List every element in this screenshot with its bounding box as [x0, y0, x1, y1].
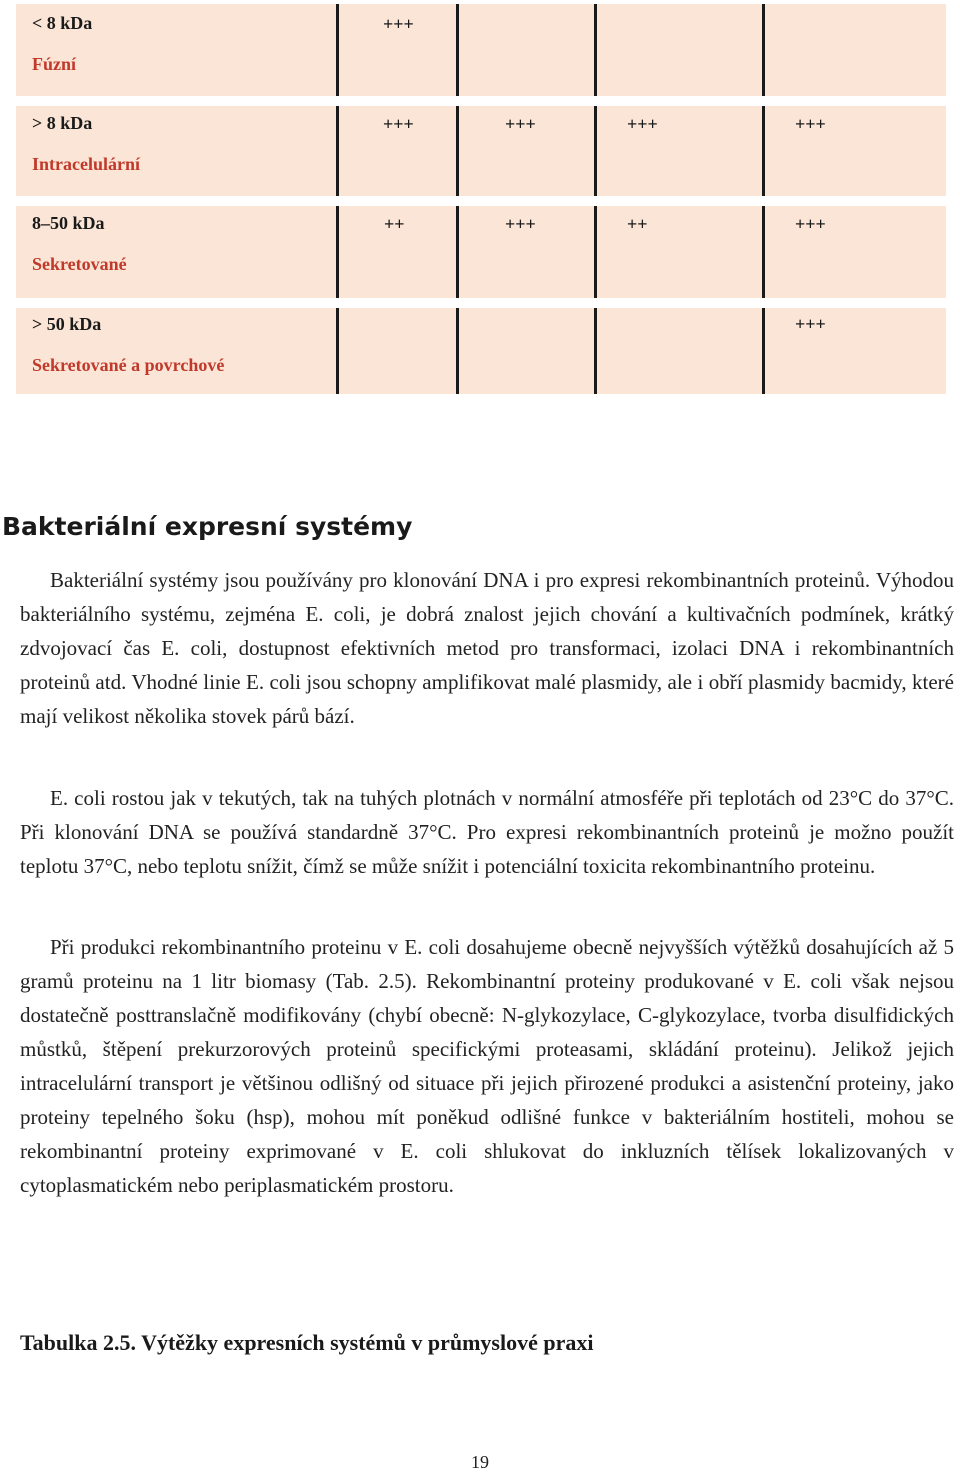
row-size-label: < 8 kDa [32, 13, 93, 33]
table-cell: ++ [384, 214, 405, 234]
table-caption: Tabulka 2.5. Výtěžky expresních systémů v průmyslové praxi [20, 1330, 594, 1355]
row-type-label: Intracelulární [32, 154, 140, 174]
row-type-label: Sekretované a povrchové [32, 355, 225, 375]
table-cell: +++ [383, 14, 414, 34]
body-paragraph: E. coli rostou jak v tekutých, tak na tuhých plotnách v normální atmosféře při teplotách od 23°C do 37°C. Při klonování DNA se používá standardně 37°C. Pro expresi rekombinantních proteinů je možno použít teplotu 37°C, nebo teplotu snížit, čímž se může snížit i potenciální toxicita rekombinantního proteinu. [20, 786, 954, 878]
table-cell: +++ [505, 114, 536, 134]
row-separator [16, 298, 946, 308]
row-separator [16, 196, 946, 206]
row-size-label: > 50 kDa [32, 314, 102, 334]
table-cell: +++ [505, 214, 536, 234]
section-heading: Bakteriální expresní systémy [2, 512, 413, 541]
row-separator [16, 96, 946, 106]
table-cell: +++ [795, 214, 826, 234]
row-size-label: > 8 kDa [32, 113, 93, 133]
table-cell: +++ [795, 314, 826, 334]
table-cell: +++ [795, 114, 826, 134]
body-paragraph: Bakteriální systémy jsou používány pro klonování DNA i pro expresi rekombinantních proteinů. Výhodou bakteriálního systému, zejména E. coli, je dobrá znalost jejich chování a kultivačních podmínek, krátký zdvojovací čas E. coli, dostupnost efektivních metod pro transformaci, izolaci DNA i rekombinantních proteinů atd. Vhodné linie E. coli jsou schopny amplifikovat malé plasmidy, ale i obří plasmidy bacmidy, které mají velikost několika stovek párů bází. [20, 568, 954, 728]
table-cell: +++ [627, 114, 658, 134]
table-cell: +++ [383, 114, 414, 134]
body-paragraph: Při produkci rekombinantního proteinu v E. coli dosahujeme obecně nejvyšších výtěžků dosahujících až 5 gramů proteinu na 1 litr biomasy (Tab. 2.5). Rekombinantní proteiny produkované v E. coli však nejsou dostatečně posttranslačně modifikovány (chybí obecně: N-glykozylace, C-glykozylace, tvorba disulfidických můstků, štěpení prekurzorových proteinů specifickými proteasami, skládání proteinu). Jelikož jejich intracelulární transport je většinou odlišný od situace při jejich přirozené produkci a asistenční proteiny, jako proteiny tepelného šoku (hsp), mohou mít poněkud odlišné funkce v bakteriálním hostiteli, mohou se rekombinantní proteiny exprimované v E. coli shlukovat do inkluzních tělísek lokalizovaných v cytoplasmatickém nebo periplasmatickém prostoru. [20, 935, 954, 1197]
row-size-label: 8–50 kDa [32, 213, 105, 233]
table-cell: ++ [627, 214, 648, 234]
row-type-label: Fúzní [32, 54, 77, 74]
row-type-label: Sekretované [32, 254, 127, 274]
page-number: 19 [471, 1452, 489, 1472]
